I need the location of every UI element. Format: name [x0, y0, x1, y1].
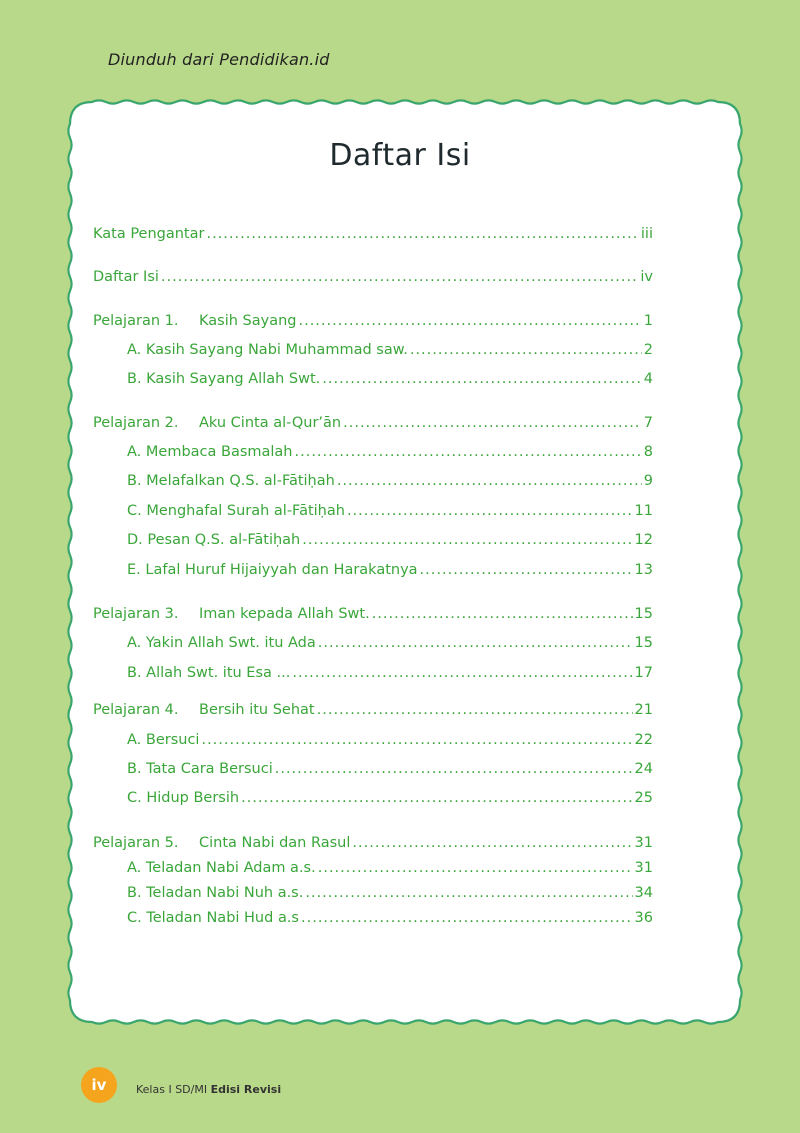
footer-book-edition: Edisi Revisi — [210, 1083, 282, 1096]
toc-row-chapter-5[interactable] — [93, 833, 653, 853]
toc-row-kata-pengantar[interactable] — [93, 224, 653, 244]
source-note: Diunduh dari Pendidikan.id — [108, 50, 330, 69]
toc-leader — [372, 604, 633, 624]
toc-label: Kata Pengantar — [93, 226, 205, 242]
toc-leader — [295, 442, 642, 462]
toc-label — [93, 413, 341, 433]
toc-chapter-title: Bersih itu Sehat — [199, 702, 315, 718]
toc-chapter-number: Pelajaran 3. — [93, 606, 179, 622]
toc-page: 22 — [634, 732, 653, 748]
toc-leader — [322, 369, 642, 389]
toc-page: 8 — [643, 444, 653, 460]
footer-book-prefix: Kelas I SD/MI — [136, 1083, 208, 1096]
toc-leader — [292, 663, 632, 683]
toc-page: 13 — [634, 562, 653, 578]
toc-chapter-title: Kasih Sayang — [199, 313, 297, 329]
toc-leader — [301, 908, 633, 928]
toc-page: 4 — [643, 371, 653, 387]
toc-label: Daftar Isi — [93, 269, 159, 285]
toc-leader — [305, 883, 632, 903]
toc-row-chapter-1[interactable] — [93, 311, 653, 331]
page-number-badge: iv — [81, 1067, 117, 1103]
toc-page: 2 — [643, 342, 653, 358]
toc-chapter-title: Iman kepada Allah Swt. — [199, 606, 370, 622]
toc-leader — [317, 700, 633, 720]
toc-leader — [206, 224, 638, 244]
toc-label: B. Tata Cara Bersuci — [127, 761, 273, 777]
toc-label — [93, 833, 350, 853]
toc-row-1a[interactable] — [127, 340, 653, 360]
toc-label — [93, 700, 315, 720]
toc-page: 34 — [634, 885, 653, 901]
toc-page: 31 — [634, 860, 653, 876]
toc-leader — [343, 413, 642, 433]
toc-leader — [347, 501, 633, 521]
toc-chapter-number: Pelajaran 5. — [93, 835, 179, 851]
toc-chapter-title: Cinta Nabi dan Rasul — [199, 835, 351, 851]
toc-leader — [420, 560, 633, 580]
toc-page: 21 — [634, 702, 653, 718]
toc-label: D. Pesan Q.S. al-Fātiḥah — [127, 532, 301, 548]
toc-leader — [318, 858, 633, 878]
toc-row-3a[interactable] — [127, 633, 653, 653]
toc-label: A. Kasih Sayang Nabi Muhammad saw. — [127, 342, 408, 358]
toc-row-4b[interactable] — [127, 759, 653, 779]
toc-row-2e[interactable] — [127, 560, 653, 580]
toc-page: 9 — [643, 473, 653, 489]
toc-chapter-number: Pelajaran 4. — [93, 702, 179, 718]
toc-row-chapter-3[interactable] — [93, 604, 653, 624]
toc-chapter-number: Pelajaran 1. — [93, 313, 179, 329]
page-title: Daftar Isi — [329, 138, 471, 173]
toc-label: C. Teladan Nabi Hud a.s — [127, 910, 299, 926]
toc-page: 17 — [634, 665, 653, 681]
toc-label: B. Kasih Sayang Allah Swt. — [127, 371, 321, 387]
toc-leader — [410, 340, 642, 360]
toc-chapter-number: Pelajaran 2. — [93, 415, 179, 431]
toc-page: 15 — [634, 635, 653, 651]
toc-label: E. Lafal Huruf Hijaiyyah dan Harakatnya — [127, 562, 418, 578]
toc-label: A. Bersuci — [127, 732, 200, 748]
toc-label: A. Membaca Basmalah — [127, 444, 293, 460]
toc-row-2c[interactable] — [127, 501, 653, 521]
toc-row-2a[interactable] — [127, 442, 653, 462]
toc-row-4a[interactable] — [127, 730, 653, 750]
toc-page: iii — [640, 226, 653, 242]
toc-row-2d[interactable] — [127, 530, 653, 550]
toc-page: 7 — [643, 415, 653, 431]
toc-leader — [275, 759, 633, 779]
toc-row-1b[interactable] — [127, 369, 653, 389]
toc-row-5c[interactable] — [127, 908, 653, 928]
toc-page: iv — [640, 269, 653, 285]
toc-row-chapter-4[interactable] — [93, 700, 653, 720]
toc-leader — [161, 267, 638, 287]
toc-page: 1 — [643, 313, 653, 329]
toc-label: B. Melafalkan Q.S. al-Fātiḥah — [127, 473, 335, 489]
toc-label: B. Allah Swt. itu Esa ... — [127, 665, 291, 681]
toc-chapter-title: Aku Cinta al-Qur’ān — [199, 415, 342, 431]
toc-page: 36 — [634, 910, 653, 926]
toc-leader — [241, 788, 632, 808]
toc-page: 11 — [634, 503, 653, 519]
footer-book-title — [136, 1083, 281, 1096]
toc-page: 31 — [634, 835, 653, 851]
toc-label — [93, 311, 296, 331]
toc-leader — [352, 833, 632, 853]
toc-leader — [298, 311, 641, 331]
toc-page: 15 — [634, 606, 653, 622]
toc-row-5b[interactable] — [127, 883, 653, 903]
toc-row-3b[interactable] — [127, 663, 653, 683]
toc-row-5a[interactable] — [127, 858, 653, 878]
toc-label — [93, 604, 370, 624]
toc-row-4c[interactable] — [127, 788, 653, 808]
toc-leader — [201, 730, 632, 750]
toc-label: B. Teladan Nabi Nuh a.s. — [127, 885, 304, 901]
toc-row-2b[interactable] — [127, 471, 653, 491]
toc-label: C. Hidup Bersih — [127, 790, 240, 806]
toc-page: 25 — [634, 790, 653, 806]
toc-page: 24 — [634, 761, 653, 777]
toc-label: A. Teladan Nabi Adam a.s. — [127, 860, 316, 876]
toc-label: C. Menghafal Surah al-Fātiḥah — [127, 503, 345, 519]
toc-page: 12 — [634, 532, 653, 548]
toc-leader — [318, 633, 633, 653]
toc-leader — [302, 530, 632, 550]
toc-row-daftar-isi[interactable] — [93, 267, 653, 287]
toc-row-chapter-2[interactable] — [93, 413, 653, 433]
toc-label: A. Yakin Allah Swt. itu Ada — [127, 635, 316, 651]
toc-leader — [337, 471, 642, 491]
